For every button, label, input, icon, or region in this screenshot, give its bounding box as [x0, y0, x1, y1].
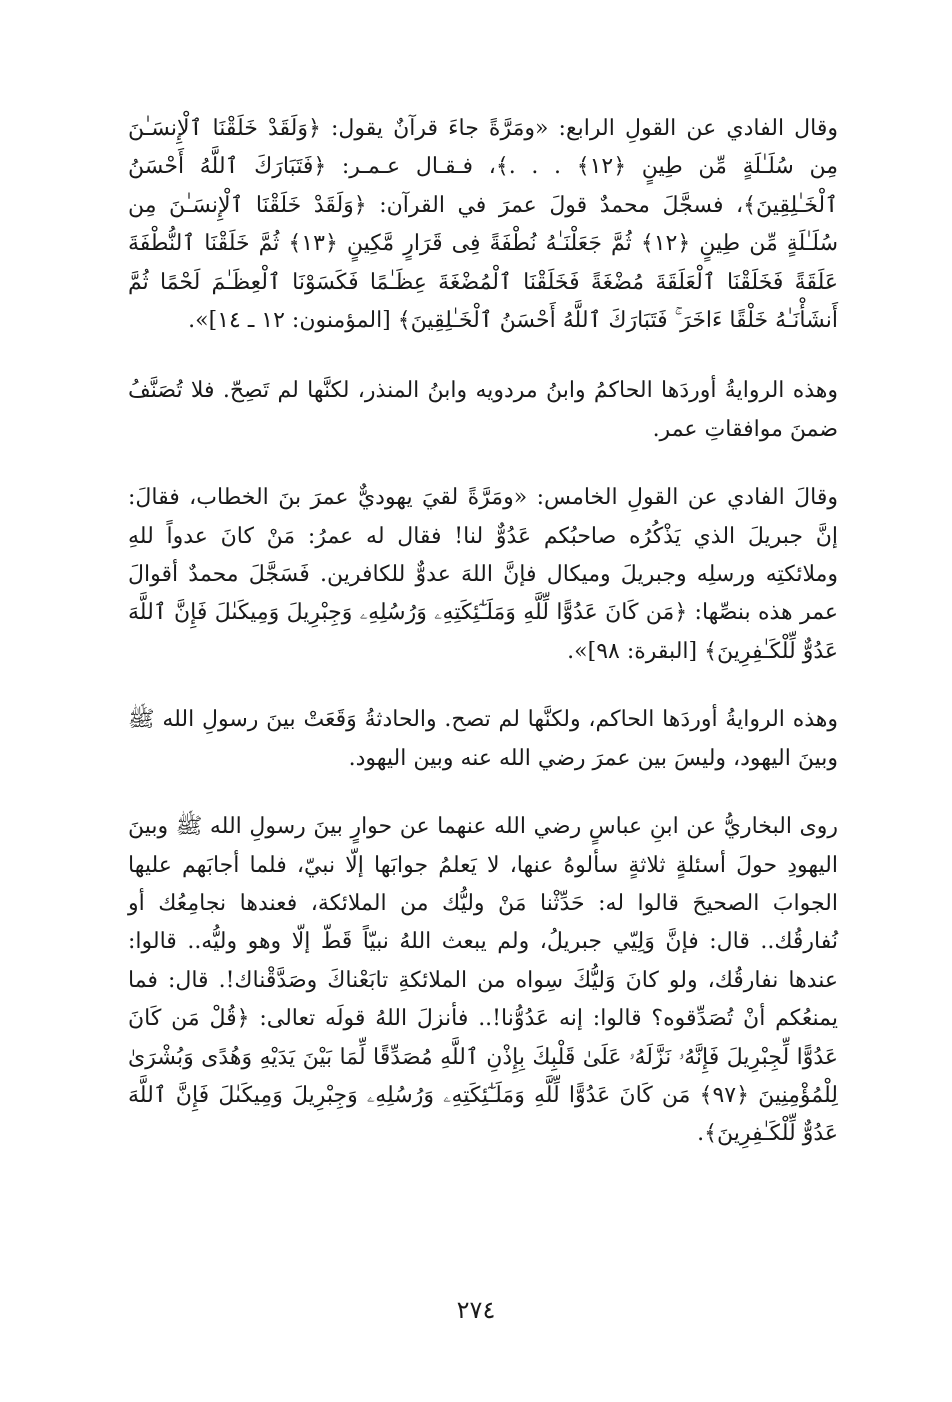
paragraph-fifth-commentary: وهذه الروايةُ أوردَها الحاكم، ولكنَّها لم تصح. والحادثةُ وَقَعَتْ بينَ رسولِ الله ﷺ وبينَ اليهود، وليسَ بين عمرَ رضي الله عنه وبين اليهود.: [128, 707, 838, 771]
paragraph-fifth-saying: وقالَ الفادي عن القولِ الخامس: «ومَرَّةً لقيَ يهوديٌّ عمرَ بنَ الخطاب، فقالَ: إنَّ جبريلَ الذي يَذْكُرُه صاحبُكم عَدُوٌّ لنا! فقال له عمرُ: مَنْ كانَ عدواً للهِ وملائكتِه ورسلِه وجبريلَ وميكال فإنَّ اللهَ عدوٌّ للكافرين. فَسَجَّلَ محمدٌ أقوالَ عمر هذه بنصِّها: ﴿مَن كَانَ عَدُوًّا لِّلَّهِ وَمَلَـٰٓئِكَتِهِۦ وَرُسُلِهِۦ وَجِبْرِيلَ وَمِيكَىٰلَ فَإِنَّ ٱللَّهَ عَدُوٌّ لِّلْكَـٰفِرِينَ﴾ [البقرة: ٩٨]».: [128, 485, 838, 664]
paragraph-fourth-saying: وقال الفادي عن القولِ الرابع: «ومَرَّةً جاءَ قرآنٌ يقول: ﴿وَلَقَدْ خَلَقْنَا ٱلْإِنسَـٰنَ مِن سُلَـٰلَةٍ مِّن طِينٍ ﴿١٢﴾ . . .﴾، فـقـال عـمـر: ﴿فَتَبَارَكَ ٱللَّهُ أَحْسَنُ ٱلْخَـٰلِقِينَ﴾، فسجَّلَ محمدٌ قولَ عمرَ في القرآن: ﴿وَلَقَدْ خَلَقْنَا ٱلْإِنسَـٰنَ مِن سُلَـٰلَةٍ مِّن طِينٍ ﴿١٢﴾ ثُمَّ جَعَلْنَـٰهُ نُطْفَةً فِى قَرَارٍ مَّكِينٍ ﴿١٣﴾ ثُمَّ خَلَقْنَا ٱلنُّطْفَةَ عَلَقَةً فَخَلَقْنَا ٱلْعَلَقَةَ مُضْغَةً فَخَلَقْنَا ٱلْمُضْغَةَ عِظَـٰمًا فَكَسَوْنَا ٱلْعِظَـٰمَ لَحْمًا ثُمَّ أَنشَأْنَـٰهُ خَلْقًا ءَاخَرَ ۚ فَتَبَارَكَ ٱللَّهُ أَحْسَنُ ٱلْخَـٰلِقِينَ﴾ [المؤمنون: ١٢ ـ ١٤]».: [128, 116, 839, 334]
paragraph-bukhari-narration: روى البخاريُّ عن ابنِ عباسٍ رضي الله عنهما عن حوارٍ بينَ رسولِ الله ﷺ وبينَ اليهودِ حولَ أسئلةٍ ثلاثةٍ سألوهُ عنها، لا يَعلمُ جوابَها إلّا نبيّ، فلما أجابَهم عليها الجوابَ الصحيحَ قالوا له: حَدِّثْنا مَنْ وليُّك من الملائكة، فعندها نجامِعُك أو نُفارقُك.. قال: فإنَّ وَلِيّي جبريلُ، ولم يبعث اللهُ نبيّاً قَطّ إلّا وهو وليُّه.. قالوا: عندها نفارقُك، ولو كانَ وَليُّكَ سِواه من الملائكةِ تابَعْناكَ وصَدَّقْناك!. قال: فما يمنعُكم أنْ تُصَدِّقوه؟ قالوا: إنه عَدُوُّنا!.. فأنزلَ اللهُ قولَه تعالى: ﴿قُلْ مَن كَانَ عَدُوًّا لِّجِبْرِيلَ فَإِنَّهُۥ نَزَّلَهُۥ عَلَىٰ قَلْبِكَ بِإِذْنِ ٱللَّهِ مُصَدِّقًا لِّمَا بَيْنَ يَدَيْهِ وَهُدًى وَبُشْرَىٰ لِلْمُؤْمِنِينَ ﴿٩٧﴾ مَن كَانَ عَدُوًّا لِّلَّهِ وَمَلَـٰٓئِكَتِهِۦ وَرُسُلِهِۦ وَجِبْرِيلَ وَمِيكَىٰلَ فَإِنَّ ٱللَّهَ عَدُوٌّ لِّلْكَـٰفِرِينَ﴾.: [128, 814, 838, 1147]
page-number: ٢٧٤: [456, 1296, 496, 1324]
document-page: [128, 110, 838, 1184]
paragraph-fourth-commentary: وهذه الروايةُ أوردَها الحاكمُ وابنُ مردويه وابنُ المنذر، لكنَّها لم تَصِحّ. فلا تُصَنَّفُ ضمنَ موافقاتِ عمر.: [128, 378, 838, 442]
